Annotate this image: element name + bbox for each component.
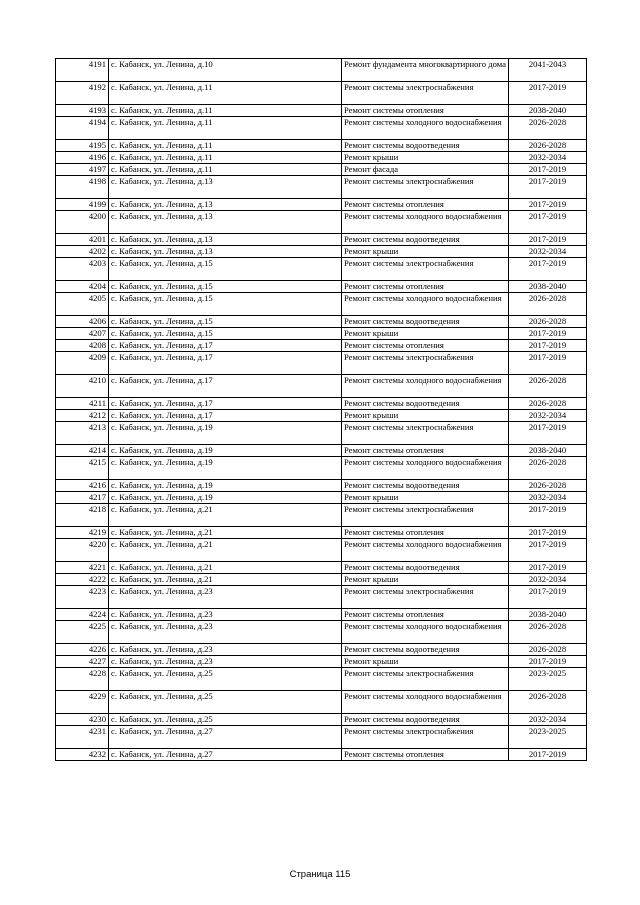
row-period: 2026-2028 — [509, 140, 587, 152]
row-work-type: Ремонт системы холодного водоснабжения — [342, 539, 509, 562]
row-number: 4231 — [56, 726, 109, 749]
row-address: с. Кабанск, ул. Ленина, д.19 — [109, 445, 342, 457]
row-work-type: Ремонт крыши — [342, 246, 509, 258]
table-row — [56, 234, 587, 246]
row-period: 2017-2019 — [509, 586, 587, 609]
row-work-type: Ремонт системы отопления — [342, 281, 509, 293]
capital-repair-table — [55, 58, 587, 761]
row-period: 2017-2019 — [509, 352, 587, 375]
table-row — [56, 117, 587, 140]
row-number: 4229 — [56, 691, 109, 714]
row-address: с. Кабанск, ул. Ленина, д.21 — [109, 574, 342, 586]
row-period: 2032-2034 — [509, 246, 587, 258]
page-footer: Страница 115 — [289, 869, 351, 880]
row-work-type: Ремонт системы холодного водоснабжения — [342, 691, 509, 714]
row-period: 2026-2028 — [509, 457, 587, 480]
row-address: с. Кабанск, ул. Ленина, д.27 — [109, 726, 342, 749]
table-row — [56, 59, 587, 82]
row-number: 4195 — [56, 140, 109, 152]
row-number: 4211 — [56, 398, 109, 410]
row-period: 2017-2019 — [509, 211, 587, 234]
table-row — [56, 457, 587, 480]
row-address: с. Кабанск, ул. Ленина, д.13 — [109, 246, 342, 258]
row-number: 4204 — [56, 281, 109, 293]
row-number: 4208 — [56, 340, 109, 352]
row-address: с. Кабанск, ул. Ленина, д.25 — [109, 668, 342, 691]
row-period: 2026-2028 — [509, 644, 587, 656]
row-work-type: Ремонт системы холодного водоснабжения — [342, 375, 509, 398]
row-address: с. Кабанск, ул. Ленина, д.11 — [109, 82, 342, 105]
row-period: 2026-2028 — [509, 117, 587, 140]
table-row — [56, 211, 587, 234]
row-number: 4230 — [56, 714, 109, 726]
row-address: с. Кабанск, ул. Ленина, д.11 — [109, 152, 342, 164]
table-row — [56, 164, 587, 176]
row-work-type: Ремонт системы электроснабжения — [342, 82, 509, 105]
row-address: с. Кабанск, ул. Ленина, д.15 — [109, 258, 342, 281]
row-period: 2038-2040 — [509, 105, 587, 117]
row-address: с. Кабанск, ул. Ленина, д.25 — [109, 691, 342, 714]
table-row — [56, 281, 587, 293]
table-row — [56, 480, 587, 492]
row-period: 2026-2028 — [509, 316, 587, 328]
row-work-type: Ремонт системы отопления — [342, 199, 509, 211]
table-row — [56, 316, 587, 328]
row-address: с. Кабанск, ул. Ленина, д.15 — [109, 293, 342, 316]
row-number: 4207 — [56, 328, 109, 340]
row-work-type: Ремонт системы электроснабжения — [342, 504, 509, 527]
row-address: с. Кабанск, ул. Ленина, д.27 — [109, 749, 342, 761]
table-row — [56, 140, 587, 152]
row-number: 4224 — [56, 609, 109, 621]
row-work-type: Ремонт системы водоотведения — [342, 398, 509, 410]
row-work-type: Ремонт системы холодного водоснабжения — [342, 117, 509, 140]
row-work-type: Ремонт фасада — [342, 164, 509, 176]
row-period: 2023-2025 — [509, 668, 587, 691]
row-work-type: Ремонт крыши — [342, 574, 509, 586]
row-work-type: Ремонт системы электроснабжения — [342, 586, 509, 609]
row-address: с. Кабанск, ул. Ленина, д.17 — [109, 375, 342, 398]
row-period: 2026-2028 — [509, 293, 587, 316]
row-work-type: Ремонт системы отопления — [342, 340, 509, 352]
row-period: 2017-2019 — [509, 164, 587, 176]
row-work-type: Ремонт системы электроснабжения — [342, 668, 509, 691]
row-period: 2026-2028 — [509, 621, 587, 644]
row-period: 2032-2034 — [509, 574, 587, 586]
table-row — [56, 609, 587, 621]
row-number: 4212 — [56, 410, 109, 422]
row-number: 4200 — [56, 211, 109, 234]
row-period: 2017-2019 — [509, 328, 587, 340]
row-address: с. Кабанск, ул. Ленина, д.23 — [109, 586, 342, 609]
row-address: с. Кабанск, ул. Ленина, д.17 — [109, 398, 342, 410]
row-number: 4193 — [56, 105, 109, 117]
table-row — [56, 340, 587, 352]
row-number: 4199 — [56, 199, 109, 211]
table-row — [56, 621, 587, 644]
row-work-type: Ремонт системы водоотведения — [342, 480, 509, 492]
row-address: с. Кабанск, ул. Ленина, д.13 — [109, 234, 342, 246]
table-row — [56, 328, 587, 340]
row-work-type: Ремонт системы водоотведения — [342, 234, 509, 246]
row-work-type: Ремонт системы отопления — [342, 105, 509, 117]
row-number: 4219 — [56, 527, 109, 539]
row-address: с. Кабанск, ул. Ленина, д.23 — [109, 609, 342, 621]
row-number: 4220 — [56, 539, 109, 562]
row-number: 4205 — [56, 293, 109, 316]
row-address: с. Кабанск, ул. Ленина, д.25 — [109, 714, 342, 726]
row-work-type: Ремонт системы электроснабжения — [342, 176, 509, 199]
row-number: 4225 — [56, 621, 109, 644]
row-address: с. Кабанск, ул. Ленина, д.15 — [109, 281, 342, 293]
row-period: 2017-2019 — [509, 539, 587, 562]
row-address: с. Кабанск, ул. Ленина, д.21 — [109, 539, 342, 562]
table-body — [56, 59, 587, 761]
row-period: 2026-2028 — [509, 375, 587, 398]
row-work-type: Ремонт системы водоотведения — [342, 316, 509, 328]
row-work-type: Ремонт системы отопления — [342, 527, 509, 539]
table-row — [56, 352, 587, 375]
row-address: с. Кабанск, ул. Ленина, д.15 — [109, 328, 342, 340]
row-work-type: Ремонт системы водоотведения — [342, 140, 509, 152]
row-period: 2017-2019 — [509, 749, 587, 761]
row-address: с. Кабанск, ул. Ленина, д.23 — [109, 621, 342, 644]
row-work-type: Ремонт системы холодного водоснабжения — [342, 621, 509, 644]
row-address: с. Кабанск, ул. Ленина, д.11 — [109, 105, 342, 117]
row-number: 4213 — [56, 422, 109, 445]
row-address: с. Кабанск, ул. Ленина, д.13 — [109, 199, 342, 211]
row-number: 4215 — [56, 457, 109, 480]
row-work-type: Ремонт системы водоотведения — [342, 644, 509, 656]
row-period: 2032-2034 — [509, 152, 587, 164]
row-address: с. Кабанск, ул. Ленина, д.23 — [109, 656, 342, 668]
table-row — [56, 398, 587, 410]
row-period: 2017-2019 — [509, 199, 587, 211]
table-row — [56, 293, 587, 316]
row-period: 2017-2019 — [509, 504, 587, 527]
table-row — [56, 586, 587, 609]
row-period: 2017-2019 — [509, 562, 587, 574]
table-row — [56, 445, 587, 457]
table-row — [56, 527, 587, 539]
row-number: 4210 — [56, 375, 109, 398]
row-work-type: Ремонт крыши — [342, 656, 509, 668]
row-period: 2017-2019 — [509, 176, 587, 199]
row-address: с. Кабанск, ул. Ленина, д.19 — [109, 492, 342, 504]
row-period: 2017-2019 — [509, 422, 587, 445]
row-work-type: Ремонт крыши — [342, 492, 509, 504]
row-work-type: Ремонт системы электроснабжения — [342, 726, 509, 749]
table-row — [56, 492, 587, 504]
row-period: 2038-2040 — [509, 609, 587, 621]
row-number: 4232 — [56, 749, 109, 761]
row-address: с. Кабанск, ул. Ленина, д.11 — [109, 140, 342, 152]
row-address: с. Кабанск, ул. Ленина, д.11 — [109, 164, 342, 176]
table-row — [56, 539, 587, 562]
row-period: 2032-2034 — [509, 410, 587, 422]
row-number: 4194 — [56, 117, 109, 140]
row-period: 2023-2025 — [509, 726, 587, 749]
row-number: 4221 — [56, 562, 109, 574]
row-address: с. Кабанск, ул. Ленина, д.23 — [109, 644, 342, 656]
table-row — [56, 258, 587, 281]
row-period: 2026-2028 — [509, 480, 587, 492]
row-address: с. Кабанск, ул. Ленина, д.13 — [109, 176, 342, 199]
row-work-type: Ремонт системы отопления — [342, 609, 509, 621]
row-number: 4198 — [56, 176, 109, 199]
row-work-type: Ремонт системы электроснабжения — [342, 352, 509, 375]
row-period: 2032-2034 — [509, 714, 587, 726]
row-number: 4192 — [56, 82, 109, 105]
row-number: 4206 — [56, 316, 109, 328]
table-row — [56, 152, 587, 164]
row-work-type: Ремонт системы водоотведения — [342, 562, 509, 574]
table-row — [56, 82, 587, 105]
table-row — [56, 375, 587, 398]
table-row — [56, 504, 587, 527]
table-row — [56, 691, 587, 714]
row-number: 4228 — [56, 668, 109, 691]
row-work-type: Ремонт системы холодного водоснабжения — [342, 211, 509, 234]
row-work-type: Ремонт системы холодного водоснабжения — [342, 293, 509, 316]
row-work-type: Ремонт фундамента многоквартирного дома — [342, 59, 509, 82]
row-period: 2041-2043 — [509, 59, 587, 82]
row-period: 2017-2019 — [509, 527, 587, 539]
table-row — [56, 246, 587, 258]
row-period: 2026-2028 — [509, 398, 587, 410]
row-work-type: Ремонт системы водоотведения — [342, 714, 509, 726]
table-row — [56, 562, 587, 574]
row-number: 4222 — [56, 574, 109, 586]
table-row — [56, 668, 587, 691]
row-address: с. Кабанск, ул. Ленина, д.11 — [109, 117, 342, 140]
row-address: с. Кабанск, ул. Ленина, д.19 — [109, 422, 342, 445]
table-row — [56, 176, 587, 199]
table-row — [56, 422, 587, 445]
row-period: 2017-2019 — [509, 258, 587, 281]
table-row — [56, 749, 587, 761]
row-address: с. Кабанск, ул. Ленина, д.15 — [109, 316, 342, 328]
row-period: 2017-2019 — [509, 234, 587, 246]
row-work-type: Ремонт крыши — [342, 328, 509, 340]
row-work-type: Ремонт системы электроснабжения — [342, 422, 509, 445]
row-period: 2038-2040 — [509, 445, 587, 457]
row-work-type: Ремонт системы холодного водоснабжения — [342, 457, 509, 480]
row-number: 4203 — [56, 258, 109, 281]
row-period: 2017-2019 — [509, 82, 587, 105]
row-period: 2026-2028 — [509, 691, 587, 714]
row-period: 2017-2019 — [509, 656, 587, 668]
row-work-type: Ремонт системы отопления — [342, 445, 509, 457]
row-period: 2032-2034 — [509, 492, 587, 504]
row-address: с. Кабанск, ул. Ленина, д.10 — [109, 59, 342, 82]
row-address: с. Кабанск, ул. Ленина, д.17 — [109, 410, 342, 422]
table-row — [56, 656, 587, 668]
table-row — [56, 726, 587, 749]
row-address: с. Кабанск, ул. Ленина, д.19 — [109, 457, 342, 480]
row-number: 4191 — [56, 59, 109, 82]
row-number: 4217 — [56, 492, 109, 504]
row-work-type: Ремонт системы электроснабжения — [342, 258, 509, 281]
row-address: с. Кабанск, ул. Ленина, д.13 — [109, 211, 342, 234]
row-number: 4226 — [56, 644, 109, 656]
row-work-type: Ремонт крыши — [342, 410, 509, 422]
row-number: 4216 — [56, 480, 109, 492]
row-period: 2038-2040 — [509, 281, 587, 293]
table-row — [56, 714, 587, 726]
row-number: 4227 — [56, 656, 109, 668]
row-address: с. Кабанск, ул. Ленина, д.17 — [109, 352, 342, 375]
table-row — [56, 410, 587, 422]
row-number: 4209 — [56, 352, 109, 375]
table-row — [56, 574, 587, 586]
row-number: 4218 — [56, 504, 109, 527]
row-address: с. Кабанск, ул. Ленина, д.21 — [109, 562, 342, 574]
row-number: 4197 — [56, 164, 109, 176]
row-number: 4223 — [56, 586, 109, 609]
row-address: с. Кабанск, ул. Ленина, д.17 — [109, 340, 342, 352]
row-number: 4214 — [56, 445, 109, 457]
table-row — [56, 105, 587, 117]
row-work-type: Ремонт крыши — [342, 152, 509, 164]
row-number: 4196 — [56, 152, 109, 164]
table-row — [56, 644, 587, 656]
row-number: 4201 — [56, 234, 109, 246]
row-work-type: Ремонт системы отопления — [342, 749, 509, 761]
row-number: 4202 — [56, 246, 109, 258]
row-address: с. Кабанск, ул. Ленина, д.19 — [109, 480, 342, 492]
table-row — [56, 199, 587, 211]
row-address: с. Кабанск, ул. Ленина, д.21 — [109, 527, 342, 539]
row-period: 2017-2019 — [509, 340, 587, 352]
row-address: с. Кабанск, ул. Ленина, д.21 — [109, 504, 342, 527]
